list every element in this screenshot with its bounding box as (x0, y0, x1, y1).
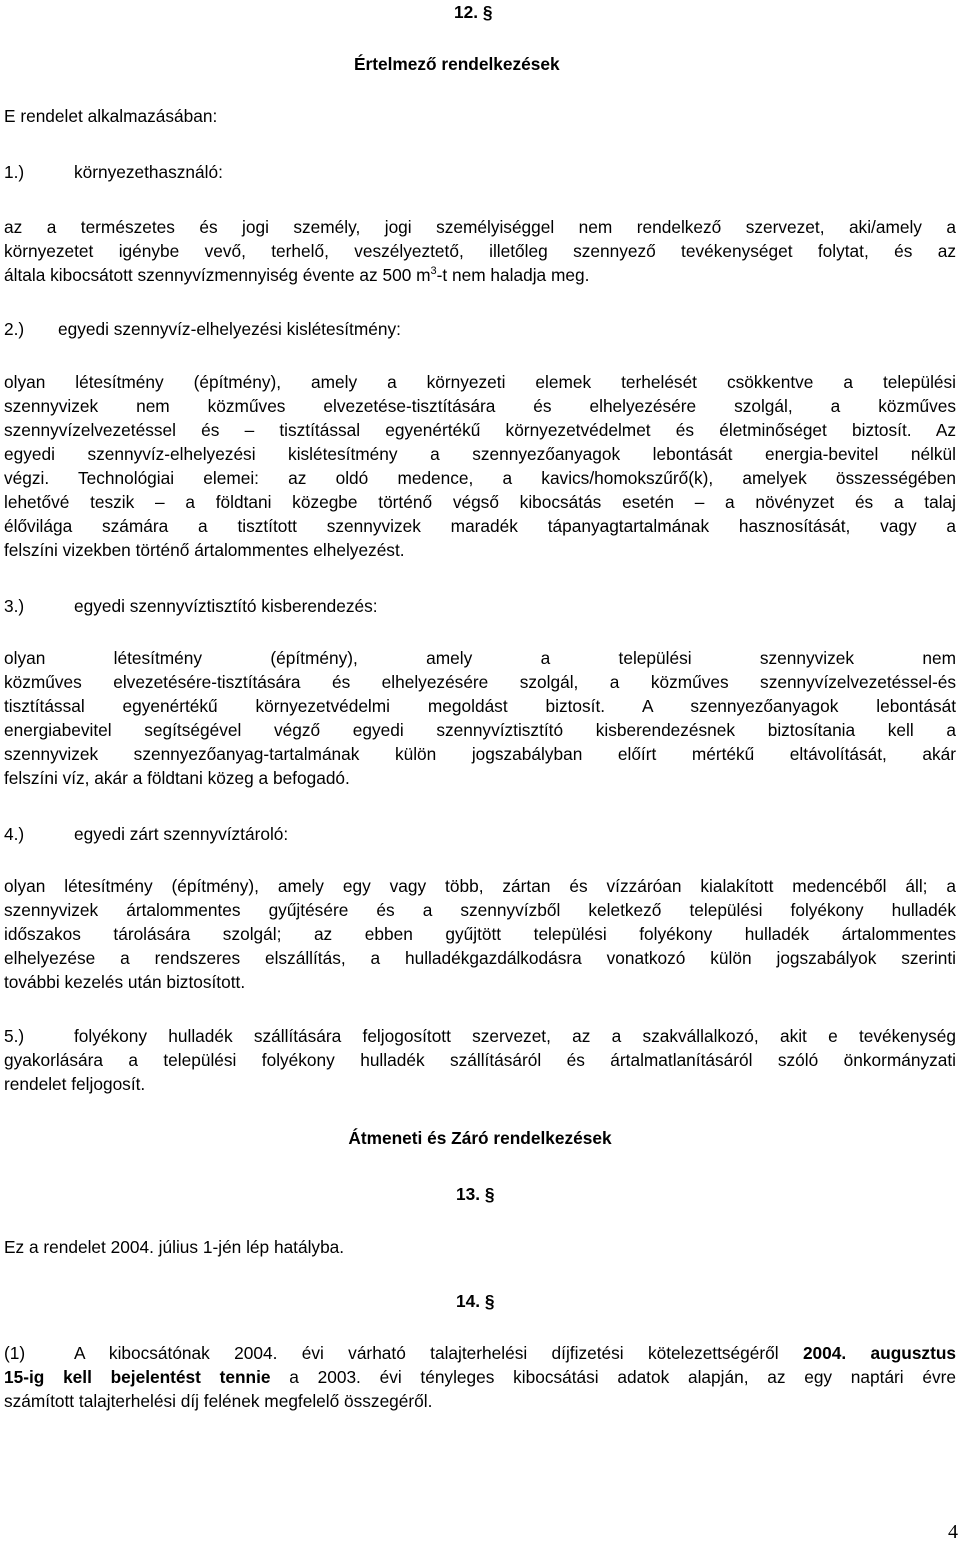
page-number: 4 (948, 1521, 958, 1543)
item-3-last-line: felszíni víz, akár a földtani közeg a befogadó. (4, 768, 350, 788)
item-1-last-text: általa kibocsátott szennyvízmennyiség évente az 500 m (4, 265, 431, 285)
item-2-line: végzi. Technológiai elemei: az oldó medence, a kavics/homokszűrő(k), amelyek összességében (4, 468, 956, 488)
item-4-heading-line (4, 822, 956, 846)
transition-title: Átmeneti és Záró rendelkezések (348, 1128, 612, 1148)
item-3-line: szennyvizek szennyezőanyag-tartalmának külön jogszabályban előírt mértékű eltávolítását, akár (4, 744, 956, 764)
item-5-first-text: folyékony hulladék szállítására feljogosított szervezet, az a szakvállalkozó, akit e tevékenység (74, 1026, 956, 1046)
item-1-line: környezetet igénybe vevő, terhelő, veszélyeztető, illetőleg szennyező tevékenységet folytat, és az (4, 241, 956, 261)
item-3-line: olyan létesítmény (építmény), amely a települési szennyvizek nem (4, 648, 956, 668)
item-1-last-line (4, 263, 956, 287)
item-3-line: tisztítással egyenértékű környezetvédelmi megoldást biztosít. A szennyezőanyagok lebontását (4, 696, 956, 716)
item-4-last-line: további kezelés után biztosított. (4, 972, 246, 992)
item-2-last-line: felszíni vizekben történő ártalommentes elhelyezést. (4, 540, 405, 560)
item-2-line: szennyvízelvezetéssel és – tisztítással egyenértékű környezetvédelmet és életminőséget biztosít. Az (4, 420, 956, 440)
section-14-number: 14. § (456, 1291, 495, 1311)
section-14-paragraph-1-line (4, 1341, 956, 1365)
item-2-line: olyan létesítmény (építmény), amely a környezeti elemek terhelését csökkentve a települési (4, 372, 956, 392)
item-3-line: közműves elvezetésére-tisztítására és elhelyezésére szolgál, a közműves szennyvízelvezetéssel-és (4, 672, 956, 692)
item-1-line: az a természetes és jogi személy, jogi személyiséggel nem rendelkező szervezet, aki/amely a (4, 217, 956, 237)
item-2-heading: egyedi szennyvíz-elhelyezési kislétesítmény: (58, 319, 401, 339)
section-13-number: 13. § (456, 1184, 495, 1204)
paragraph-1-bold-deadline: 15-ig kell bejelentést tennie (4, 1367, 271, 1387)
paragraph-1-text: A kibocsátónak 2004. évi várható talajterhelési díjfizetési kötelezettségéről (74, 1343, 803, 1363)
item-4-line: szennyvizek ártalommentes gyűjtésére és a szennyvízből keletkező települési folyékony hulladék (4, 900, 956, 920)
item-1-heading: környezethasználó: (74, 162, 223, 182)
section-13-text: Ez a rendelet 2004. július 1-jén lép hatályba. (4, 1237, 345, 1257)
section-12-number: 12. § (454, 2, 493, 22)
paragraph-1-text-cont: a 2003. évi tényleges kibocsátási adatok alapján, az egy naptári évre (270, 1367, 956, 1387)
document-page (4, 0, 956, 1541)
item-4-number: 4.) (4, 824, 25, 844)
item-4-line: olyan létesítmény (építmény), amely egy vagy több, zártan és vízzáróan kialakított medencéből áll; a (4, 876, 956, 896)
item-1-number: 1.) (4, 162, 25, 182)
item-2-line: szennyvizek nem közműves elvezetése-tisztítására és elhelyezésére szolgál, a közműves (4, 396, 956, 416)
item-2-line: lehetővé teszik – a földtani közegbe történő végső kibocsátás esetén – a növényzet és a talaj (4, 492, 956, 512)
item-3-number: 3.) (4, 596, 25, 616)
item-2-number: 2.) (4, 319, 25, 339)
paragraph-1-bold: 2004. augusztus (802, 1343, 956, 1363)
item-5-line: gyakorlására a települési folyékony hulladék szállításáról és ártalmatlanításáról szóló önkormányzati (4, 1050, 956, 1070)
item-2-line: egyedi szennyvíz-elhelyezési kislétesítmény a szennyezőanyagok lebontását energia-bevitel nélkül (4, 444, 956, 464)
item-5-last-line: rendelet feljogosít. (4, 1074, 146, 1094)
item-3-heading-line (4, 594, 956, 618)
item-4-line: időszakos tárolására szolgál; az ebben gyűjtött települési folyékony hulladék ártalommentes (4, 924, 956, 944)
section-14-paragraph-1-line (4, 1365, 956, 1389)
item-4-heading: egyedi zárt szennyvíztároló: (74, 824, 289, 844)
section-12-title: Értelmező rendelkezések (354, 54, 560, 74)
item-5-first-line (4, 1024, 956, 1048)
item-1-last-text-end: -t nem haladja meg. (436, 265, 590, 285)
item-2-heading-line (4, 317, 956, 341)
item-1-heading-line (4, 160, 956, 184)
item-3-line: energiabevitel segítségével végző egyedi szennyvíztisztító kisberendezésnek biztosítania kell a (4, 720, 956, 740)
paragraph-1-number: (1) (4, 1343, 26, 1363)
item-3-heading: egyedi szennyvíztisztító kisberendezés: (74, 596, 378, 616)
item-4-line: elhelyezése a rendszeres elszállítás, a hulladékgazdálkodásra vonatkozó külön jogszabályok szerinti (4, 948, 956, 968)
item-2-line: élővilága számára a tisztított szennyvizek maradék tápanyagtartalmának hasznosítását, vagy a (4, 516, 956, 536)
item-5-number: 5.) (4, 1026, 25, 1046)
section-14-paragraph-1-last-line: számított talajterhelési díj felének megfelelő összegéről. (4, 1391, 433, 1411)
superscript-3: 3 (430, 265, 437, 277)
section-12-intro: E rendelet alkalmazásában: (4, 106, 218, 126)
